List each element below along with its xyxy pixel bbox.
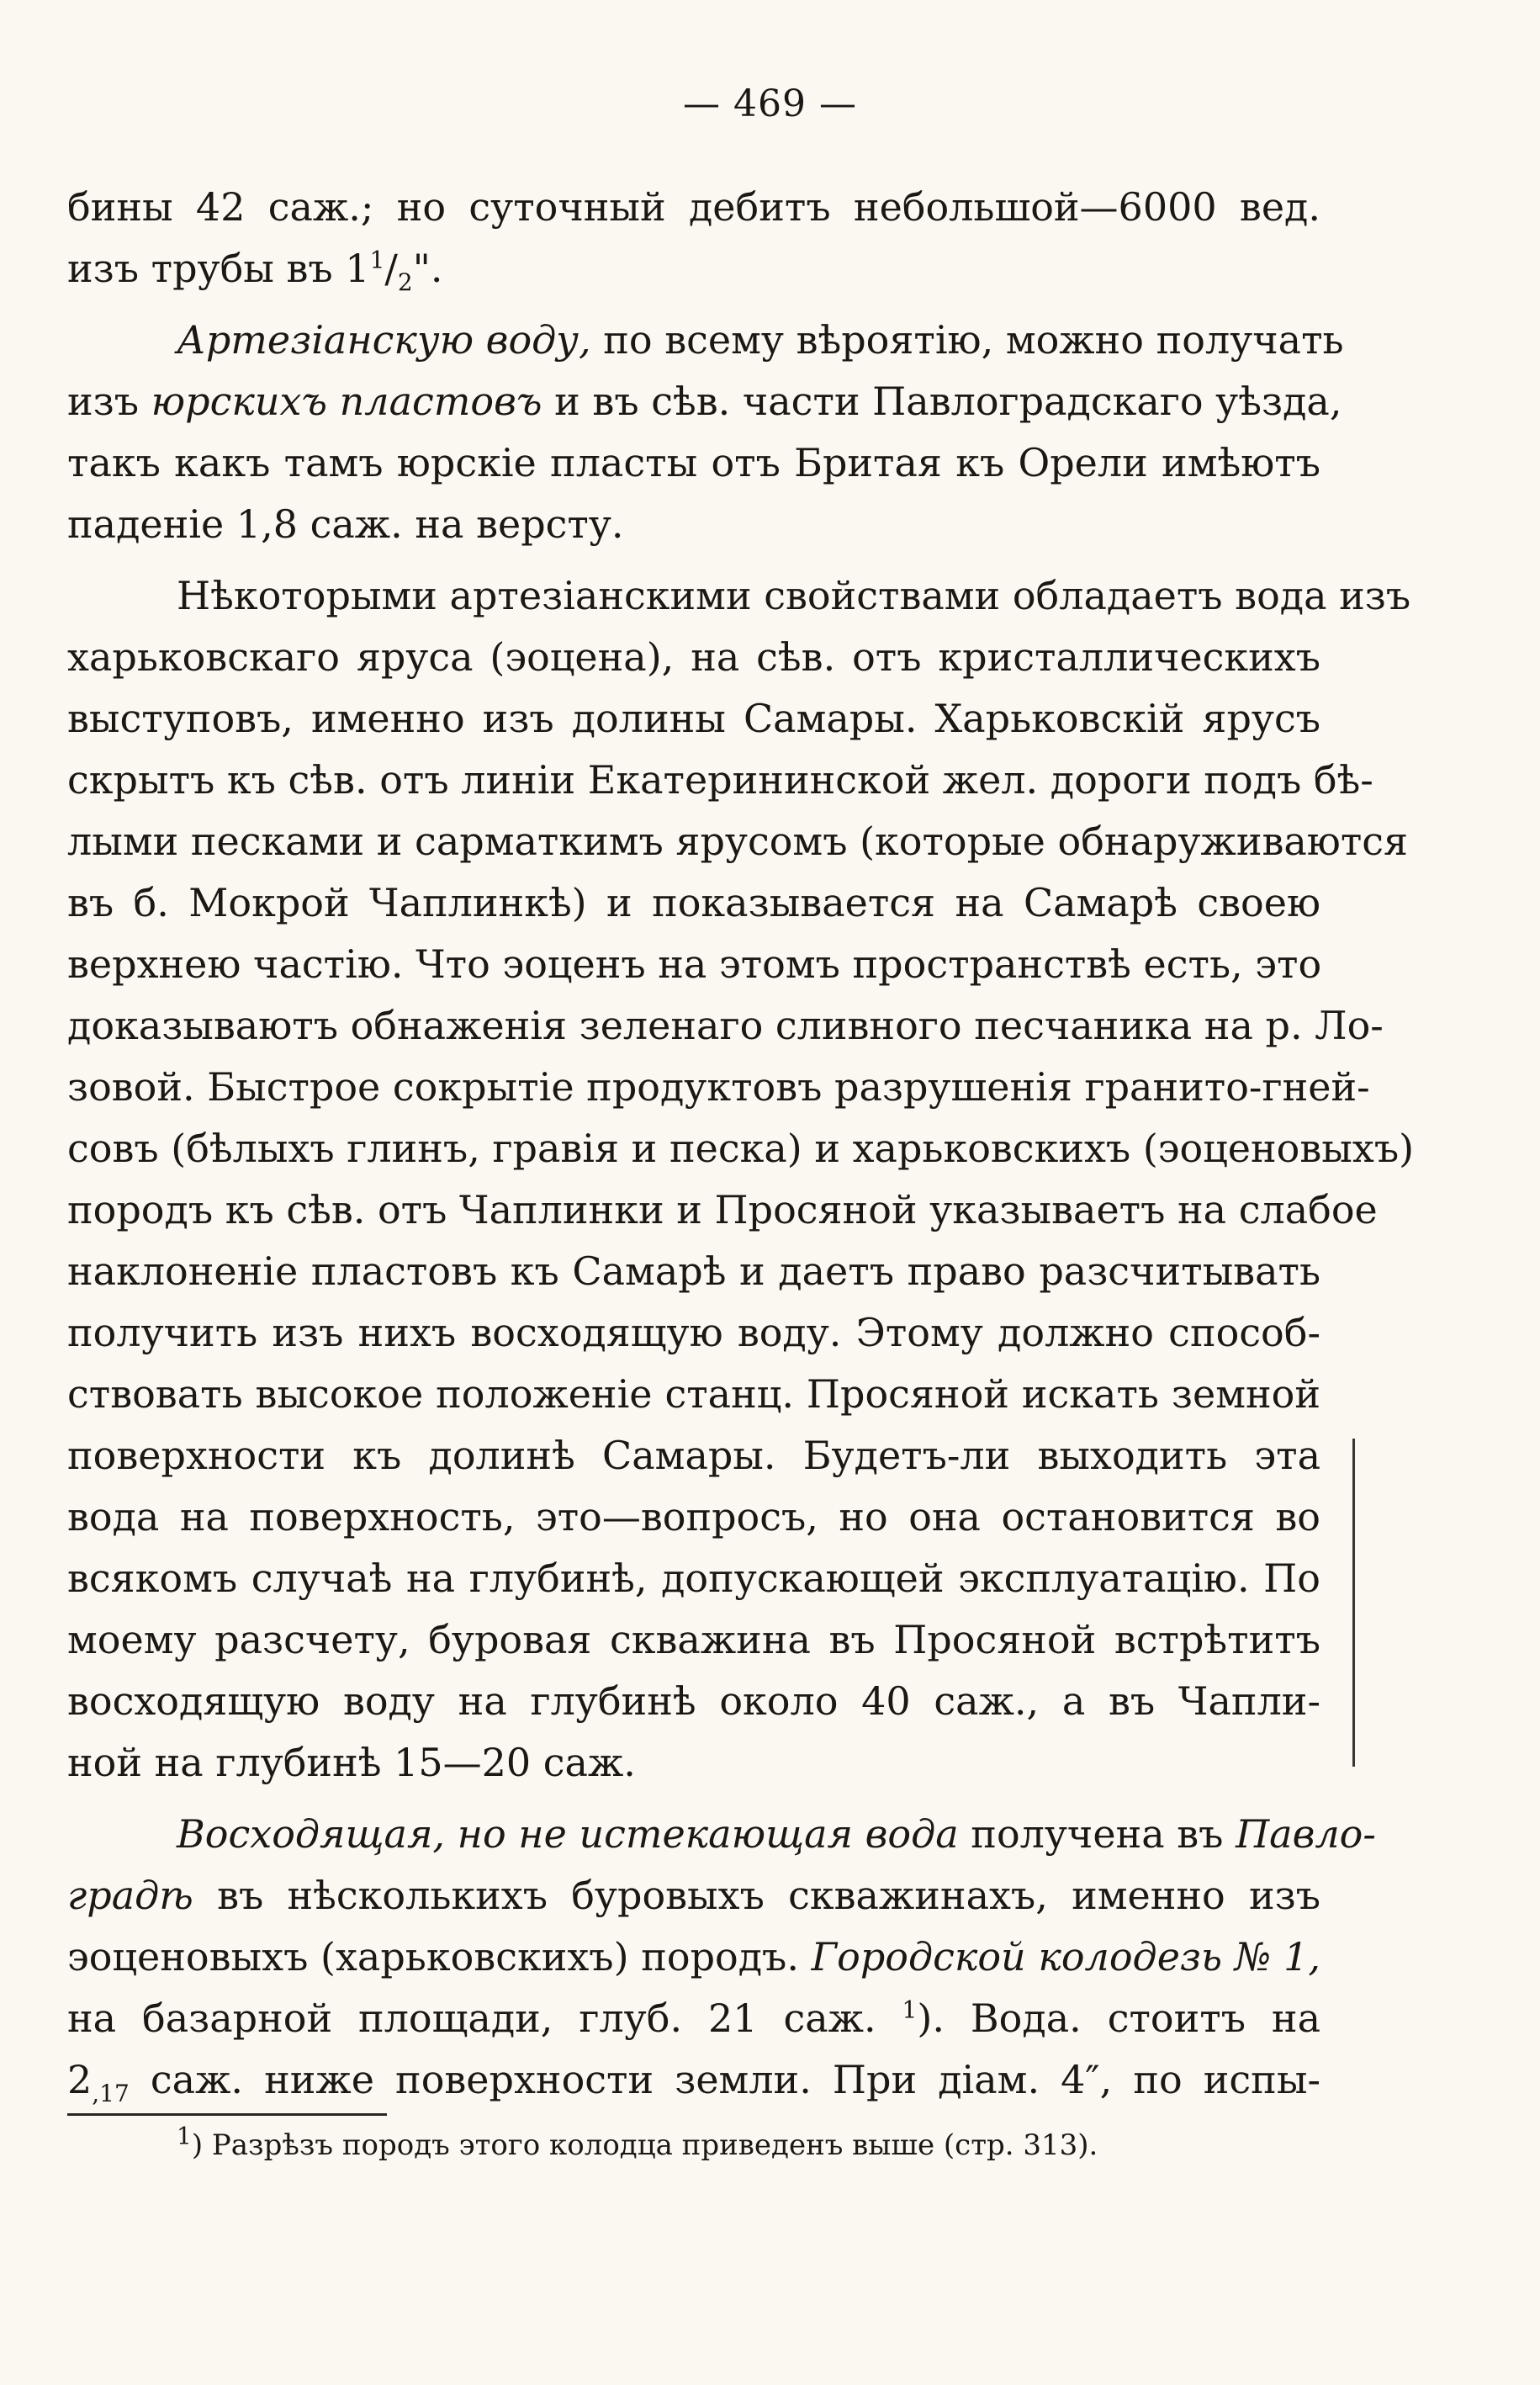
line-text: харьковскаго яруса (эоцена), на сѣв. отъ кристаллическихъ [67,634,1320,680]
text-line [67,238,1320,299]
line-text: ствовать высокое положенiе станц. Просяной искать земной [67,1371,1320,1417]
line-text: саж. ниже поверхности земли. При дiам. 4″, по испы- [129,2057,1320,2102]
italic-text: градѣ [67,1873,193,1918]
subscript: ,17 [92,2080,130,2108]
margin-pencil-mark [1352,1439,1355,1767]
text-line [67,1988,1320,2049]
text-line [67,688,1320,750]
line-text: поверхности къ долинѣ Самары. Будетъ-ли выходить эта [67,1433,1320,1478]
line-text: скрытъ къ сѣв. отъ линiи Екатерининской жел. дороги подъ бѣ- [67,757,1373,803]
text-line [67,1179,1378,1241]
line-text: ). Вода. стоитъ на [917,1995,1320,2041]
footnote-rule [67,2113,387,2116]
line-text: и въ сѣв. части Павлоградскаго уѣзда, [542,379,1342,424]
text-line [67,872,1320,934]
footnote-text: ) Разрѣзъ породъ этого колодца приведенъ выше (стр. 313). [191,2128,1098,2162]
text-line [67,1927,1320,1988]
line-text: лыми песками и сарматкимъ ярусомъ (которые обнаруживаются [67,819,1409,864]
line-text: паденiе 1,8 саж. на версту. [67,501,624,547]
subscript: 2 [397,268,413,297]
text-line [67,1302,1320,1364]
body-text [67,177,1415,2111]
line-text: 2 [67,2057,93,2102]
line-text: въ нѣсколькихъ буровыхъ скважинахъ, именно изъ [193,1873,1320,1918]
text-line [67,310,1344,371]
footnote-marker: 1 [177,2122,192,2150]
text-line [67,1804,1376,1865]
text-line [67,565,1411,627]
text-line [67,1548,1320,1609]
line-text: эоценовыхъ (харьковскихъ) породъ. [67,1934,812,1980]
line-text: на базарной площади, глуб. 21 саж. [67,1995,902,2041]
line-text: всякомъ случаѣ на глубинѣ, допускающей эксплуатацiю. По [67,1556,1320,1601]
italic-text: юрскихъ пластовъ [151,379,542,424]
italic-text: Восходящая, но не истекающая вода [177,1811,959,1857]
text-line [67,1241,1320,1302]
text-line [67,494,1320,555]
line-text: моему разсчету, буровая скважина въ Просяной встрѣтитъ [67,1617,1320,1662]
text-line [67,1425,1320,1487]
text-line [67,2049,1320,2111]
superscript: 1 [902,1995,918,2024]
line-text: по всему вѣроятiю, можно получать [590,317,1344,363]
line-text: вода на поверхность, это—вопросъ, но она остановится во [67,1494,1320,1540]
line-text: доказываютъ обнаженiя зеленаго сливного песчаника на р. Ло- [67,1003,1384,1048]
text-line [67,177,1320,238]
text-line [67,432,1320,494]
line-text: выступовъ, именно изъ долины Самары. Харьковскiй ярусъ [67,696,1320,741]
line-text: верхнею частiю. Что эоценъ на этомъ пространствѣ есть, это [67,941,1322,987]
text-line [67,995,1384,1057]
text-line [67,1732,1320,1794]
line-text: ". [412,246,443,291]
page-number: — 469 — [683,82,857,125]
italic-text: Павло- [1236,1811,1376,1857]
line-text: бины 42 саж.; но суточный дебитъ небольшой—6000 вед. [67,184,1320,230]
text-line [67,1057,1370,1118]
text-line [67,1671,1320,1732]
line-text: такъ какъ тамъ юрскiе пласты отъ Бритая къ Орели имѣютъ [67,440,1320,485]
line-text: получена въ [958,1811,1236,1857]
text-line [67,1609,1320,1671]
text-line [67,811,1409,872]
line-text: изъ трубы въ 1 [67,246,370,291]
text-line [67,1118,1415,1179]
line-text: совъ (бѣлыхъ глинъ, гравiя и песка) и харьковскихъ (эоценовыхъ) [67,1126,1415,1171]
superscript: 1 [369,246,385,274]
italic-text: Городской колодезь № 1, [811,1934,1320,1980]
text-line [67,1865,1320,1927]
text-line [67,934,1320,995]
line-text: / [384,246,398,291]
text-line [67,627,1320,688]
text-line [67,1487,1320,1548]
text-line [67,750,1373,811]
line-text: породъ къ сѣв. отъ Чаплинки и Просяной указываетъ на слабое [67,1187,1378,1232]
line-text: получить изъ нихъ восходящую воду. Этому должно способ- [67,1310,1320,1355]
text-line [67,371,1342,432]
line-text: зовой. Быстрое сокрытiе продуктовъ разрушенiя гранито-гней- [67,1064,1370,1110]
line-text: въ б. Мокрой Чаплинкѣ) и показывается на Самарѣ своею [67,880,1320,925]
line-text: наклоненiе пластовъ къ Самарѣ и даетъ право разсчитывать [67,1248,1320,1294]
line-text: Нѣкоторыми артезiанскими свойствами обладаетъ вода изъ [177,573,1411,618]
line-text: восходящую воду на глубинѣ около 40 саж., а въ Чапли- [67,1678,1320,1724]
text-line [67,1364,1320,1425]
line-text: ной на глубинѣ 15—20 саж. [67,1740,636,1785]
footnote [177,2120,1098,2170]
italic-text: Артезiанскую воду, [177,317,591,363]
line-text: изъ [67,379,151,424]
